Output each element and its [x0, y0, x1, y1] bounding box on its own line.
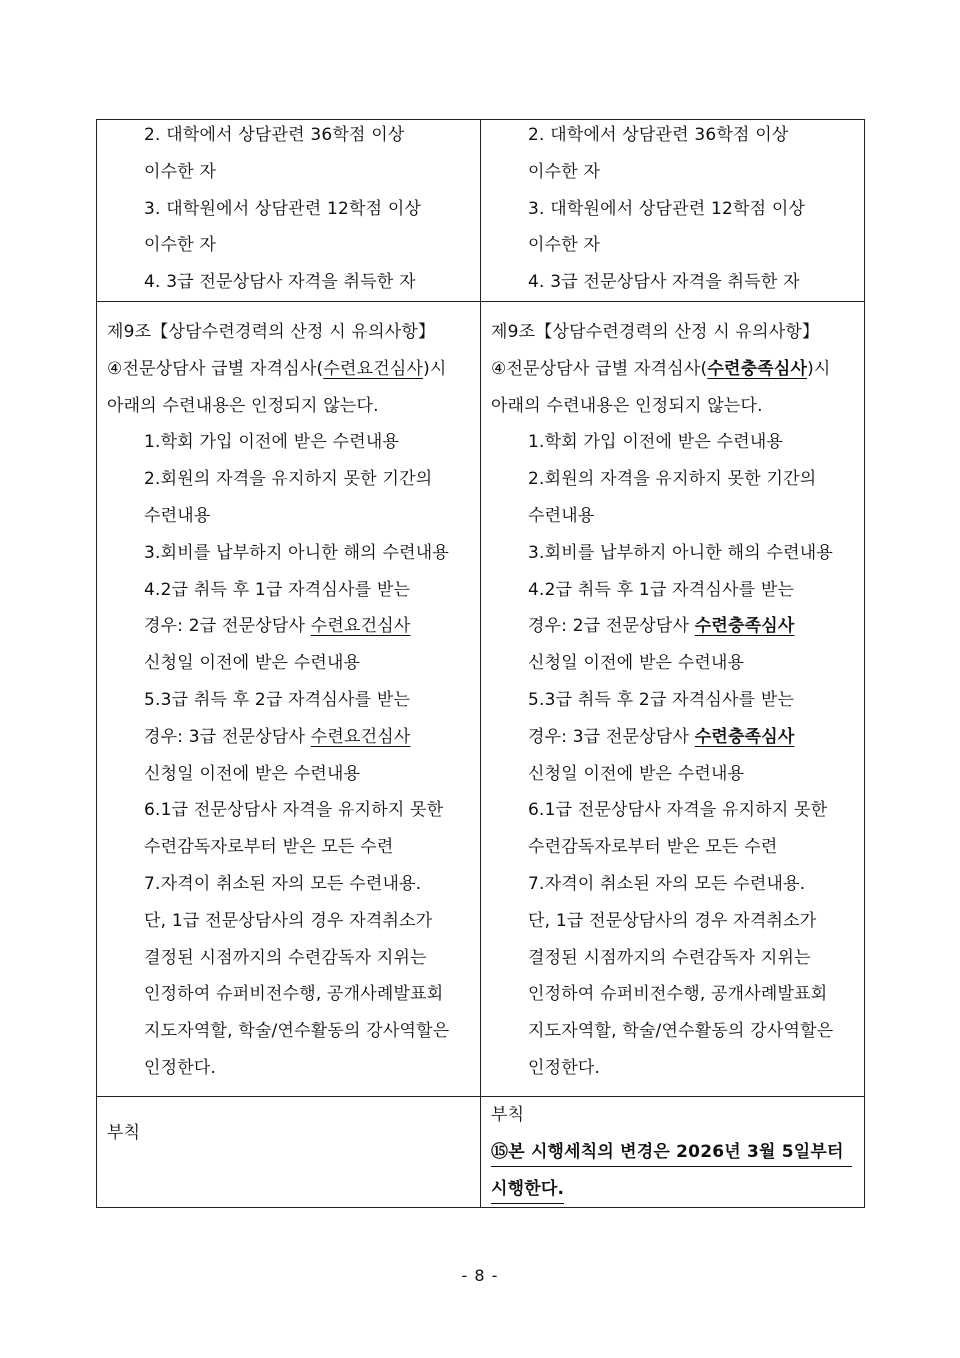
list-item: 신청일 이전에 받은 수련내용 — [528, 763, 745, 784]
underlined-term: 수련충족심사 — [707, 358, 808, 379]
list-item: 4.2급 취득 후 1급 자격심사를 받는 — [528, 579, 795, 600]
list-item: 1.학회 가입 이전에 받은 수련내용 — [528, 432, 784, 453]
paragraph: 아래의 수련내용은 인정되지 않는다. — [107, 395, 379, 416]
table-row — [97, 120, 865, 302]
right-cell — [481, 301, 865, 1096]
list-item: 신청일 이전에 받은 수련내용 — [144, 763, 361, 784]
addenda-heading: 부칙 — [107, 1122, 141, 1143]
list-item: 경우: 2급 전문상담사 수련요건심사 — [144, 616, 411, 637]
list-item: 지도자역할, 학술/연수활동의 강사역할은 — [144, 1021, 450, 1042]
list-item: 3. 대학원에서 상담관련 12학점 이상 — [144, 198, 422, 219]
table-row — [97, 301, 865, 1096]
underlined-term: 수련충족심사 — [694, 726, 795, 747]
article-title: 제9조【상담수련경력의 산정 시 유의사항】 — [491, 321, 820, 342]
list-item: 2.회원의 자격을 유지하지 못한 기간의 — [144, 469, 433, 490]
list-item: 수련내용 — [528, 505, 595, 526]
list-item: 3.회비를 납부하지 아니한 해의 수련내용 — [144, 542, 449, 563]
comparison-table — [96, 119, 865, 1208]
list-item: 7.자격이 취소된 자의 모든 수련내용. — [144, 873, 422, 894]
list-item: 1.학회 가입 이전에 받은 수련내용 — [144, 432, 400, 453]
list-item: 경우: 2급 전문상담사 수련충족심사 — [528, 616, 795, 637]
list-item: 결정된 시점까지의 수련감독자 지위는 — [144, 947, 427, 968]
article-title: 제9조【상담수련경력의 산정 시 유의사항】 — [107, 321, 436, 342]
list-item: 3.회비를 납부하지 아니한 해의 수련내용 — [528, 542, 833, 563]
list-item: 인정한다. — [144, 1057, 217, 1078]
list-item: 지도자역할, 학술/연수활동의 강사역할은 — [528, 1021, 834, 1042]
list-item: 6.1급 전문상담사 자격을 유지하지 못한 — [528, 800, 828, 821]
list-item: 3. 대학원에서 상담관련 12학점 이상 — [528, 198, 806, 219]
left-cell — [97, 120, 481, 302]
list-item: 수련감독자로부터 받은 모든 수련 — [528, 837, 778, 858]
underlined-term: 수련요건심사 — [310, 616, 411, 637]
list-item: 경우: 3급 전문상담사 수련충족심사 — [528, 726, 795, 747]
paragraph: ④전문상담사 급별 자격심사(수련요건심사)시 — [107, 358, 447, 379]
addenda-clause: 시행한다. — [491, 1171, 864, 1208]
list-item: 인정하여 슈퍼비전수행, 공개사례발표회 — [528, 984, 828, 1005]
addenda-heading: 부칙 — [491, 1104, 525, 1125]
list-item: 경우: 3급 전문상담사 수련요건심사 — [144, 726, 411, 747]
list-item: 2.회원의 자격을 유지하지 못한 기간의 — [528, 469, 817, 490]
list-item: 이수한 자 — [144, 161, 217, 182]
list-item: 단, 1급 전문상담사의 경우 자격취소가 — [144, 910, 433, 931]
paragraph: 아래의 수련내용은 인정되지 않는다. — [491, 395, 763, 416]
list-item: 신청일 이전에 받은 수련내용 — [528, 653, 745, 674]
underlined-term: 수련충족심사 — [694, 616, 795, 637]
list-item: 2. 대학에서 상담관련 36학점 이상 — [528, 125, 789, 145]
list-item: 이수한 자 — [144, 235, 217, 256]
underlined-term: 수련요건심사 — [323, 358, 424, 379]
list-item: 2. 대학에서 상담관련 36학점 이상 — [144, 125, 405, 145]
right-cell — [481, 120, 865, 302]
list-item: 신청일 이전에 받은 수련내용 — [144, 653, 361, 674]
list-item: 수련감독자로부터 받은 모든 수련 — [144, 837, 394, 858]
list-item: 인정하여 슈퍼비전수행, 공개사례발표회 — [144, 984, 444, 1005]
paragraph: ④전문상담사 급별 자격심사(수련충족심사)시 — [491, 358, 831, 379]
underlined-term: 수련요건심사 — [310, 726, 411, 747]
list-item: 7.자격이 취소된 자의 모든 수련내용. — [528, 873, 806, 894]
left-cell — [97, 1096, 481, 1207]
list-item: 단, 1급 전문상담사의 경우 자격취소가 — [528, 910, 817, 931]
table-row — [97, 1096, 865, 1207]
page-number: - 8 - — [461, 1266, 499, 1285]
list-item: 5.3급 취득 후 2급 자격심사를 받는 — [144, 689, 411, 710]
list-item: 이수한 자 — [528, 235, 601, 256]
list-item: 4. 3급 전문상담사 자격을 취득한 자 — [144, 272, 416, 293]
list-item: 이수한 자 — [528, 161, 601, 182]
left-cell — [97, 301, 481, 1096]
list-item: 6.1급 전문상담사 자격을 유지하지 못한 — [144, 800, 444, 821]
list-item: 수련내용 — [144, 505, 211, 526]
addenda-clause: ⑮본 시행세칙의 변경은 2026년 3월 5일부터 — [491, 1134, 864, 1171]
list-item: 인정한다. — [528, 1057, 601, 1078]
list-item: 4. 3급 전문상담사 자격을 취득한 자 — [528, 272, 800, 293]
list-item: 결정된 시점까지의 수련감독자 지위는 — [528, 947, 811, 968]
list-item: 4.2급 취득 후 1급 자격심사를 받는 — [144, 579, 411, 600]
list-item: 5.3급 취득 후 2급 자격심사를 받는 — [528, 689, 795, 710]
right-cell — [481, 1096, 865, 1207]
